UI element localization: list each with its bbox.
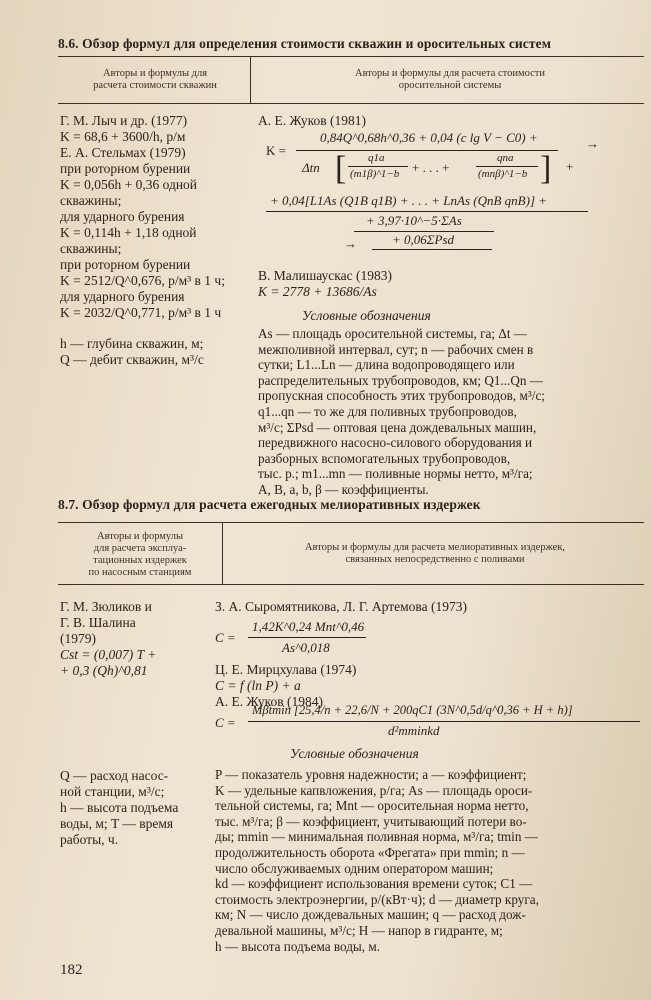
zhukov-fracn-den: (mnβ)^1−b xyxy=(478,168,528,180)
legend-86-title: Условные обозначения xyxy=(302,308,431,323)
legend-87-line-6: продолжительность оборота «Фрегата» при mmin; n — xyxy=(215,844,525,860)
left-line-2: K = 68,6 + 3600/h, р/м xyxy=(60,129,186,144)
legend-86-line-4: распределительных трубопроводов, км; Q1...Qn — xyxy=(258,372,543,388)
zhukov-1984-author: А. Е. Жуков (1984) xyxy=(215,694,324,709)
t2-left-note-4: воды, м; T — время xyxy=(60,816,174,831)
legend-86-line-7: м³/с; ΣPsd — оптовая цена дождевальных машин, xyxy=(258,419,537,435)
syro-author: З. А. Сыромятникова, Л. Г. Артемова (1973) xyxy=(215,599,467,614)
table2-header-bottom-rule xyxy=(58,584,644,585)
left-line-12: для ударного бурения xyxy=(60,289,185,304)
t2-left-note-3: h — высота подъема xyxy=(60,800,179,815)
t2-left-line-2: Г. В. Шалина xyxy=(60,615,136,630)
left-line-13: K = 2032/Q^0,771, р/м³ в 1 ч xyxy=(60,305,222,320)
zhukov-plus: + xyxy=(566,159,574,174)
t2-left-line-1: Г. М. Зюликов и xyxy=(60,599,152,614)
zhukov-right-bracket: ] xyxy=(540,150,552,187)
left-line-7: для ударного бурения xyxy=(60,209,185,224)
left-line-3: Е. А. Стельмах (1979) xyxy=(60,145,186,160)
t2-col1-h3: тационных издержек xyxy=(93,555,187,566)
zhukov-frac1-bar xyxy=(348,166,408,167)
left-line-4: при роторном бурении xyxy=(60,161,191,176)
legend-87-line-7: число обслуживаемых одним оператором машин; xyxy=(215,860,494,876)
t2-left-note-1: Q — расход насос- xyxy=(60,768,169,783)
zhukov-line3: + 3,97·10^−5·ΣAs xyxy=(366,213,462,228)
table2-col2-header xyxy=(228,542,642,566)
col2-header-line1: Авторы и формулы для расчета стоимости xyxy=(355,68,545,79)
t2-col1-h2: для расчета эксплуа- xyxy=(93,543,187,554)
legend-86-line-10: тыс. р.; m1...mn — поливные нормы нетто, м³/га; xyxy=(258,466,533,482)
zhukov-line2: + 0,04[L1As (Q1B q1B) + . . . + LnAs (QnB qnB)] + xyxy=(270,193,548,208)
syro-denominator: As^0,018 xyxy=(282,640,330,655)
t2-left-line-5: + 0,3 (Qh)^0,81 xyxy=(60,663,148,678)
legend-86-line-9: разборных вспомогательных трубопроводов, xyxy=(258,450,511,466)
left-line-10: при роторном бурении xyxy=(60,257,191,272)
left-note-1: h — глубина скважин, м; xyxy=(60,336,204,351)
table2-header-divider xyxy=(222,522,223,584)
t2-left-note-2: ной станции, м³/с; xyxy=(60,784,165,799)
zhukov-line4: + 0,06ΣPsd xyxy=(392,232,454,247)
col1-header-line2: расчета стоимости скважин xyxy=(93,80,217,91)
legend-86-line-6: q1...qn — то же для поливных трубопроводов, xyxy=(258,403,517,419)
section-8-7-title: 8.7. Обзор формул для расчета ежегодных мелиоративных издержек xyxy=(58,497,481,512)
syro-fraction-bar xyxy=(248,637,366,638)
t2-col1-h1: Авторы и формулы xyxy=(96,531,184,542)
legend-87-line-4: тыс. м³/га; β — коэффициент, учитывающий потери во- xyxy=(215,813,527,829)
section-8-6-title: 8.6. Обзор формул для определения стоимости скважин и оросительных систем xyxy=(58,36,552,51)
zhukov84-denominator: d²mminkd xyxy=(388,723,440,738)
zhukov-fracn-bar xyxy=(476,166,538,167)
legend-87-line-5: ды; mmin — минимальная поливная норма, м³/га; tmin — xyxy=(215,829,538,845)
zhukov-top-expr: 0,84Q^0,68h^0,36 + 0,04 (c lg V − C0) + xyxy=(320,130,538,145)
zhukov84-fraction-bar xyxy=(248,721,640,722)
col2-header-line2: оросительной системы xyxy=(398,80,502,91)
syro-numerator: 1,42K^0,24 Mnt^0,46 xyxy=(252,619,365,634)
left-line-11: K = 2512/Q^0,676, р/м³ в 1 ч; xyxy=(60,273,225,288)
header-divider xyxy=(250,56,251,103)
zhukov-denom-dt: Δtn xyxy=(302,160,320,175)
legend-87-line-1: P — показатель уровня надежности; a — коэффициент; xyxy=(215,767,527,782)
legend-86-body xyxy=(258,326,642,498)
legend-87-line-12: h — высота подъема воды, м. xyxy=(215,938,381,954)
header-bottom-rule xyxy=(58,103,644,104)
left-line-1: Г. М. Лыч и др. (1977) xyxy=(60,113,188,128)
mirz-author: Ц. Е. Мирцхулава (1974) xyxy=(215,662,357,677)
left-line-5: K = 0,056h + 0,36 одной xyxy=(60,177,198,192)
t2-col1-h4: по насосным станциям xyxy=(88,567,192,578)
left-line-8: K = 0,114h + 1,18 одной xyxy=(60,225,197,240)
left-line-6: скважины; xyxy=(60,193,122,208)
table2-col1-header xyxy=(60,531,220,579)
zhukov-frac1-num: q1a xyxy=(368,152,385,164)
zhukov84-numerator: Mβtmin [25,4/n + 22,6/N + 200qC1 (3N^0,5d/q^0,36 + H + h)] xyxy=(252,703,573,717)
table-top-rule xyxy=(58,56,644,57)
legend-87-line-3: тельной системы, га; Mnt — оросительная норма нетто, xyxy=(215,798,529,814)
legend-87-line-11: девальной машины, м³/с; H — напор в гидранте, м; xyxy=(215,922,503,938)
zhukov-arrow-1: → xyxy=(586,136,599,151)
legend-87-title: Условные обозначения xyxy=(290,746,419,761)
t2-left-line-4: Cst = (0,007) T + xyxy=(60,647,157,662)
zhukov-arrow-2: → xyxy=(344,236,357,251)
legend-87-line-8: kd — коэффициент использования времени суток; C1 — xyxy=(215,876,533,892)
left-note-2: Q — дебит скважин, м³/с xyxy=(60,352,204,367)
syro-c-label: C = xyxy=(215,630,236,645)
legend-87-body xyxy=(215,767,643,954)
legend-86-line-2: межполивной интервал, сут; n — рабочих смен в xyxy=(258,341,534,357)
zhukov-left-bracket: [ xyxy=(335,150,347,187)
t2-col2-h1: Авторы и формулы для расчета мелиоративных издержек, xyxy=(304,542,566,553)
legend-86-line-1: As — площадь оросительной системы, га; Δt — xyxy=(258,326,527,341)
col2-header xyxy=(260,68,640,92)
zhukov-fracn-num: qna xyxy=(497,152,514,164)
legend-87-line-2: K — удельные капвложения, р/га; As — площадь ороси- xyxy=(215,782,533,798)
legend-86-line-8: передвижного насосно-силового оборудования и xyxy=(258,435,533,451)
zhukov-line4-bar xyxy=(372,249,492,250)
malish-author: В. Малишаускас (1983) xyxy=(258,268,392,283)
legend-86-line-11: A, B, a, b, β — коэффициенты. xyxy=(258,481,429,497)
malish-formula: K = 2778 + 13686/As xyxy=(258,284,377,299)
t2-col2-h2: связанных непосредственно с поливами xyxy=(345,554,525,565)
zhukov-k-label: K = xyxy=(266,143,286,158)
left-line-9: скважины; xyxy=(60,241,122,256)
zhukov-line2-bar xyxy=(266,211,588,212)
legend-87-line-10: км; N — число дождевальных машин; q — расход дож- xyxy=(215,907,526,923)
legend-87-line-9: стоимость электроэнергии, р/(кВт·ч); d — диаметр круга, xyxy=(215,891,539,907)
t2-left-line-3: (1979) xyxy=(60,631,96,646)
zhukov-dots: + . . . + xyxy=(412,160,450,175)
page-number: 182 xyxy=(60,962,83,978)
zhukov84-c-label: C = xyxy=(215,715,236,730)
zhukov-frac1-den: (m1β)^1−b xyxy=(350,168,400,180)
mirz-formula: C = f (ln P) + a xyxy=(215,678,301,693)
col1-header xyxy=(60,68,250,92)
legend-86-line-5: пропускная способность этих трубопроводов, м³/с; xyxy=(258,388,545,404)
col1-header-line1: Авторы и формулы для xyxy=(102,68,208,79)
table2-top-rule xyxy=(58,522,644,523)
zhukov-1981-author: А. Е. Жуков (1981) xyxy=(258,113,367,128)
legend-86-line-3: сутки; L1...Ln — длина водопроводящего или xyxy=(258,357,515,373)
t2-left-note-5: работы, ч. xyxy=(60,832,119,847)
